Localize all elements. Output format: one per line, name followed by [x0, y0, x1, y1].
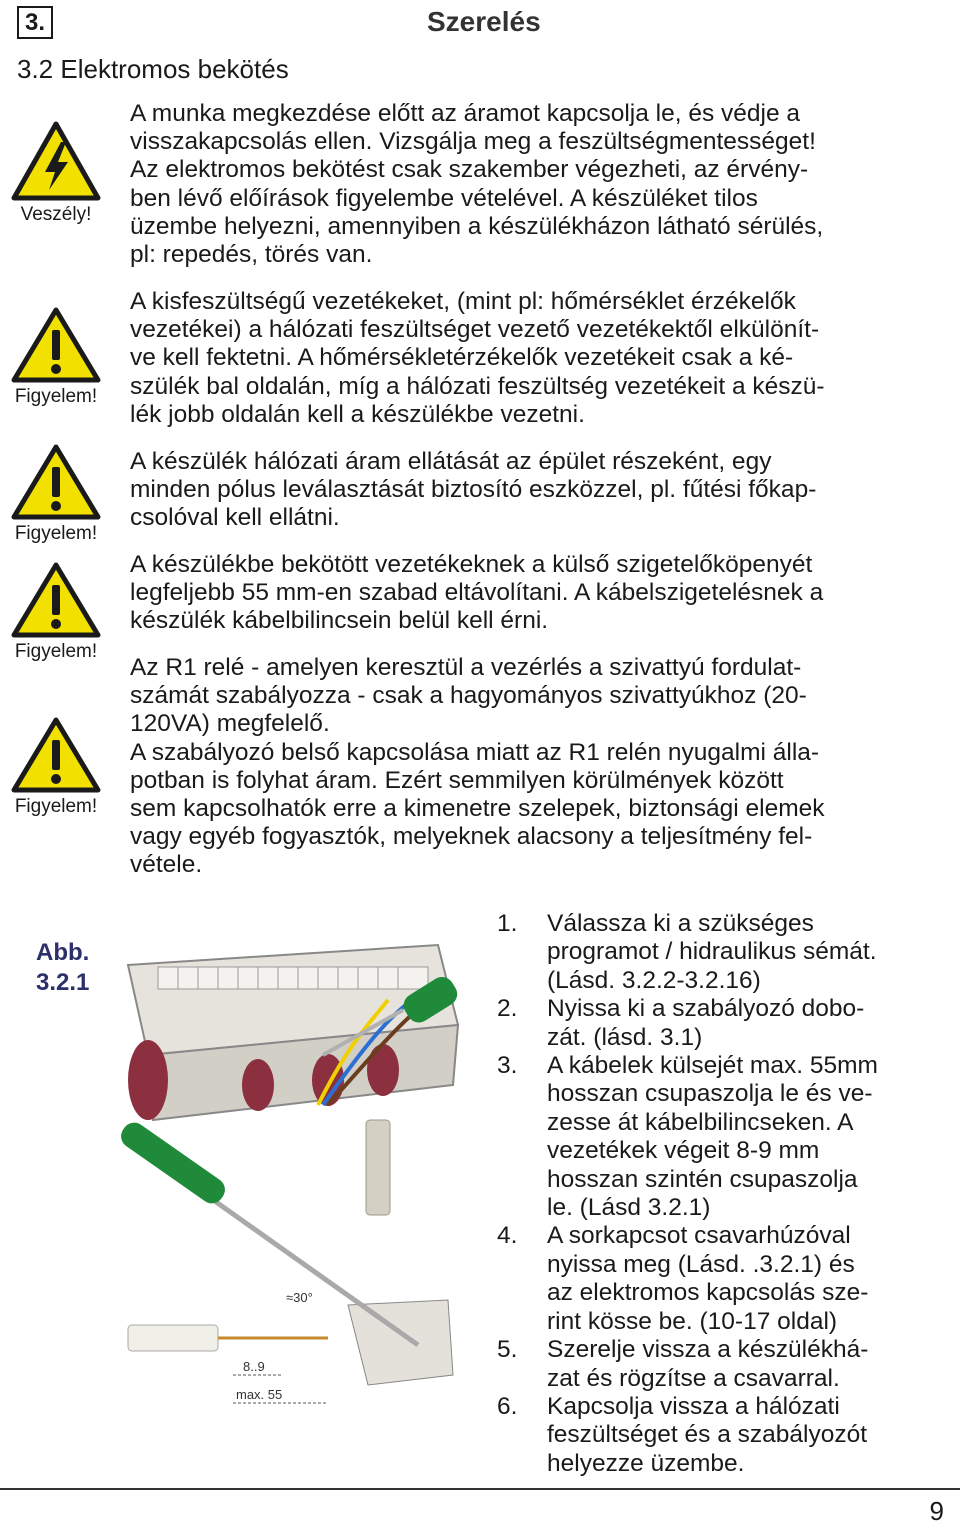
cable-clamp [367, 1044, 399, 1096]
cable [366, 1120, 390, 1215]
step-line: hosszan csupaszolja le és ve- [547, 1080, 873, 1108]
text-line: vagy egyéb fogyasztók, melyeknek alacsony a teljesítmény fel- [130, 823, 813, 851]
danger-warning [6, 120, 106, 226]
text-line: vezetékei) a hálózati feszültséget vezető vezetékektől elkülönít- [130, 316, 820, 344]
text-line: A kisfeszültségű vezetékeket, (mint pl: hőmérséklet érzékelők [130, 288, 796, 315]
step-number: 3. [497, 1052, 518, 1080]
step-line: (Lásd. 3.2.2-3.2.16) [547, 966, 761, 994]
step-line: zesse át kábelbilincseken. A [547, 1108, 854, 1136]
caution-warning-2 [6, 443, 106, 545]
step-item [497, 1052, 942, 1222]
step-number: 1. [497, 910, 518, 937]
step-line: hosszan szintén csupaszolja [547, 1165, 858, 1193]
subsection-title: 3.2 Elektromos bekötés [17, 54, 289, 84]
step-line: A sorkapcsot csavarhúzóval [547, 1222, 851, 1250]
text-line: A munka megkezdése előtt az áramot kapcsolja le, és védje a [130, 100, 801, 127]
step-item [497, 910, 942, 995]
caution-warning-3 [6, 561, 106, 663]
section-number-box: 3. [17, 6, 53, 39]
step-number: 5. [497, 1336, 518, 1364]
max-length-label: max. 55 [236, 1387, 283, 1402]
paragraph-insulation [130, 551, 942, 636]
warning-exclamation-icon [11, 561, 101, 639]
step-line: zat és rögzítse a csavarral. [547, 1364, 840, 1392]
text-line: Az R1 relé - amelyen keresztül a vezérlés a szivattyú fordulat- [130, 654, 802, 681]
step-item [497, 1336, 942, 1393]
stripped-cable [128, 1325, 218, 1351]
text-line: pl: repedés, törés van. [130, 241, 373, 269]
text-line: sem kapcsolhatók erre a kimenetre szelepek, biztonsági elemek [130, 795, 825, 823]
text-line: üzembe helyezni, amennyiben a készülékházon látható sérülés, [130, 212, 824, 240]
danger-label: Veszély! [20, 204, 92, 225]
footer-divider [0, 1488, 960, 1490]
step-line: feszültséget és a szabályozót [547, 1421, 868, 1449]
step-line: vezetékek végeit 8-9 mm [547, 1137, 820, 1165]
text-line: legfeljebb 55 mm-en szabad eltávolítani. A kábelszigetelésnek a [130, 579, 824, 607]
text-line: 120VA) megfelelő. [130, 710, 330, 738]
strip-length-label: 8..9 [243, 1359, 265, 1374]
warning-exclamation-icon [11, 306, 101, 384]
step-line: nyissa meg (Lásd. .3.2.1) és [547, 1250, 855, 1278]
text-line: Az elektromos bekötést csak szakember végezheti, az érvény- [130, 156, 809, 184]
caution-label: Figyelem! [14, 796, 98, 817]
figure-label-number: 3.2.1 [36, 969, 90, 996]
paragraph-mains-supply [130, 448, 942, 533]
caution-label: Figyelem! [14, 386, 98, 407]
danger-lightning-icon [11, 120, 101, 202]
chapter-title: Szerelés [427, 6, 541, 37]
caution-warning-4 [6, 716, 106, 818]
warning-exclamation-icon [11, 716, 101, 794]
text-line: A készülék hálózati áram ellátását az épület részeként, egy [130, 448, 772, 475]
text-line: minden pólus leválasztását biztosító eszközzel, pl. fűtési főkap- [130, 476, 817, 504]
warning-exclamation-icon [11, 443, 101, 521]
step-line: Szerelje vissza a készülékhá- [547, 1336, 869, 1364]
step-number: 4. [497, 1222, 518, 1250]
step-line: Nyissa ki a szabályozó dobo- [547, 995, 865, 1023]
angle-label: ≈30° [286, 1290, 313, 1305]
text-line: visszakapcsolás ellen. Vizsgálja meg a feszültségmentességet! [130, 128, 816, 156]
caution-label: Figyelem! [14, 523, 98, 544]
terminal-detail [348, 1300, 453, 1385]
step-line: Válassza ki a szükséges [547, 910, 814, 937]
paragraph-danger [130, 100, 942, 269]
step-line: zát. (lásd. 3.1) [547, 1023, 703, 1051]
cable-clamp [242, 1059, 274, 1111]
text-line: vétele. [130, 851, 203, 879]
terminal-strip [158, 967, 428, 989]
step-item [497, 995, 942, 1052]
step-line: helyezze üzembe. [547, 1449, 745, 1477]
text-line: csolóval kell ellátni. [130, 504, 340, 532]
step-item [497, 1222, 942, 1336]
cable-clamp-left [128, 1040, 168, 1120]
installation-steps [497, 910, 942, 1478]
step-line: programot / hidraulikus sémát. [547, 938, 877, 966]
step-line: rint kösse be. (10-17 oldal) [547, 1307, 838, 1335]
text-line: A készülékbe bekötött vezetékeknek a külső szigetelőköpenyét [130, 551, 813, 578]
paragraph-low-voltage [130, 288, 942, 429]
figure-label [36, 938, 89, 998]
step-item [497, 1393, 942, 1478]
text-line: ben lévő előírások figyelembe vételével. A készüléket tilos [130, 184, 758, 212]
text-line: számát szabályozza - csak a hagyományos szivattyúkhoz (20- [130, 682, 807, 710]
figure-label-abb: Abb. [36, 939, 90, 966]
page-number: 9 [929, 1496, 944, 1526]
step-line: le. (Lásd 3.2.1) [547, 1194, 711, 1222]
wiring-illustration [118, 905, 498, 1425]
caution-label: Figyelem! [14, 641, 98, 662]
step-number: 2. [497, 995, 518, 1023]
text-line: lék jobb oldalán kell a készülékbe vezetni. [130, 400, 585, 428]
text-line: készülék kábelbilincsein belül kell érni. [130, 607, 549, 635]
caution-warning-1 [6, 306, 106, 408]
step-line: az elektromos kapcsolás sze- [547, 1279, 869, 1307]
text-line: potban is folyhat áram. Ezért semmilyen körülmények között [130, 766, 784, 794]
text-line: A szabályozó belső kapcsolása miatt az R1 relén nyugalmi álla- [130, 738, 820, 766]
paragraph-relay [130, 654, 942, 880]
step-number: 6. [497, 1392, 518, 1420]
text-line: szülék bal oldalán, míg a hálózati feszültség vezetékeit a készü- [130, 372, 825, 400]
step-line: A kábelek külsejét max. 55mm [547, 1052, 878, 1080]
text-line: ve kell fektetni. A hőmérsékletérzékelők vezetékeit csak a ké- [130, 344, 794, 372]
step-line: Kapcsolja vissza a hálózati [547, 1392, 840, 1420]
